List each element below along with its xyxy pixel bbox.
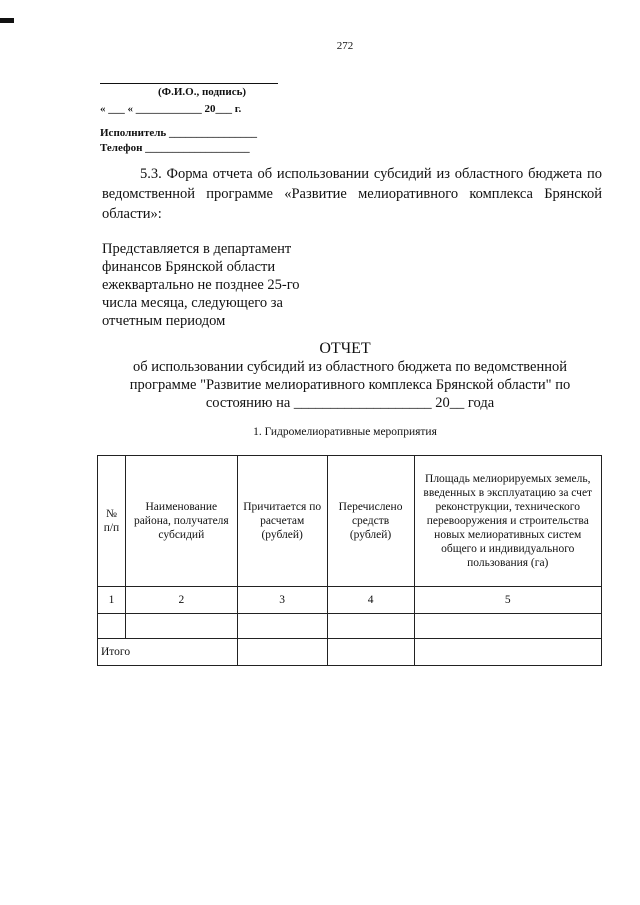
empty-cell (414, 614, 601, 639)
scan-edge-mark (0, 18, 14, 23)
header-cell-transferred: Перечислено средств (рублей) (327, 456, 414, 587)
page-number: 272 (336, 40, 354, 52)
empty-cell (327, 639, 414, 666)
column-number-cell: 4 (327, 587, 414, 614)
phone-line: Телефон ___________________ (100, 142, 250, 154)
empty-cell (327, 614, 414, 639)
signature-line (100, 83, 278, 84)
header-cell-due: Причитается по расчетам (рублей) (237, 456, 327, 587)
table-caption: 1. Гидромелиоративные мероприятия (253, 426, 437, 438)
header-cell-area: Площадь мелиорируемых земель, введенных в эксплуатацию за счет реконструкции, технического перевооружения и строительства новых мелиоративных систем общего и индивидуального пользования (га) (414, 456, 601, 587)
empty-cell (414, 639, 601, 666)
report-title: ОТЧЕТ (319, 340, 371, 357)
header-cell-recipient: Наименование района, получателя субсидий (125, 456, 237, 587)
column-number-cell: 5 (414, 587, 601, 614)
report-subtitle: об использовании субсидий из областного бюджета по ведомственной программе "Развитие мелиоративного комплекса Брянской области" по состоянию на ___________________ 20__ года (129, 359, 571, 411)
date-line: « ___ « ____________ 20___ г. (100, 103, 242, 115)
column-number-cell: 1 (98, 587, 126, 614)
total-label-cell: Итого (98, 639, 238, 666)
table-row (98, 587, 602, 614)
empty-cell (125, 614, 237, 639)
column-number-cell: 2 (125, 587, 237, 614)
section-heading: 5.3. Форма отчета об использовании субсидий из областного бюджета по ведомственной программе «Развитие мелиоративного комплекса Брянской области»: (102, 166, 602, 222)
empty-cell (98, 614, 126, 639)
header-cell-number: № п/п (98, 456, 126, 587)
empty-cell (237, 639, 327, 666)
signature-caption: (Ф.И.О., подпись) (158, 86, 247, 98)
executor-line: Исполнитель ________________ (100, 127, 258, 139)
table-header-row (98, 456, 602, 587)
empty-cell (237, 614, 327, 639)
column-number-cell: 3 (237, 587, 327, 614)
submission-note: Представляется в департамент финансов Брянской области ежеквартально не позднее 25-го числа месяца, следующего за отчетным периодом (102, 241, 300, 329)
table-total-row (98, 639, 602, 666)
report-table (97, 455, 602, 666)
table-row (98, 614, 602, 639)
